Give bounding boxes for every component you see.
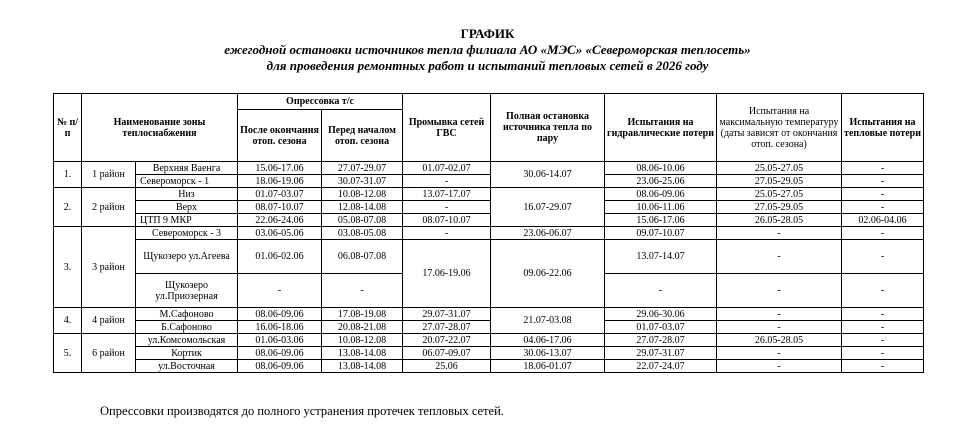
hydraulic-dates: 08.06-10.06: [605, 162, 717, 175]
flush-dates: -: [403, 227, 491, 240]
pressure-before: 03.08-05.08: [322, 227, 403, 240]
pressure-after: 08.06-09.06: [238, 347, 322, 360]
maxtemp-dates: -: [717, 347, 842, 360]
thermal-dates: -: [842, 274, 924, 308]
hydraulic-dates: 09.07-10.07: [605, 227, 717, 240]
pressure-after: 08.07-10.07: [238, 201, 322, 214]
hydraulic-dates: 29.06-30.06: [605, 308, 717, 321]
flush-dates: -: [403, 201, 491, 214]
pressure-before: 27.07-29.07: [322, 162, 403, 175]
zone-name: ул.Комсомольская: [136, 334, 238, 347]
header-after-season: После окончания отоп. сезона: [238, 110, 322, 162]
schedule-table: [53, 93, 924, 373]
row-num: 5.: [54, 334, 82, 373]
header-maxtemp: Испытания на максимальную температуру (даты зависят от окончания отоп. сезона): [717, 94, 842, 162]
thermal-dates: -: [842, 240, 924, 274]
flush-dates: 08.07-10.07: [403, 214, 491, 227]
header-hydraulic: Испытания на гидравлические потери: [605, 94, 717, 162]
table-row: [54, 360, 924, 373]
pressure-before: 06.08-07.08: [322, 240, 403, 274]
table-row: [54, 321, 924, 334]
maxtemp-dates: 25.05-27.05: [717, 162, 842, 175]
table-row: [54, 227, 924, 240]
thermal-dates: -: [842, 360, 924, 373]
footer-note: Опрессовки производятся до полного устранения протечек тепловых сетей.: [100, 404, 504, 418]
flush-dates: 20.07-22.07: [403, 334, 491, 347]
district-name: 1 район: [82, 162, 136, 188]
pressure-before: 12.08-14.08: [322, 201, 403, 214]
pressure-before: 13.08-14.08: [322, 360, 403, 373]
table-row: [54, 240, 924, 274]
table-row: [54, 201, 924, 214]
district-name: 4 район: [82, 308, 136, 334]
pressure-before: 20.08-21.08: [322, 321, 403, 334]
zone-name: Верх: [136, 201, 238, 214]
zone-name: Североморск - 1: [136, 175, 238, 188]
hydraulic-dates: 22.07-24.07: [605, 360, 717, 373]
pressure-after: -: [238, 274, 322, 308]
row-num: 1.: [54, 162, 82, 188]
full-stop-dates: 09.06-22.06: [491, 240, 605, 308]
table-row: [54, 308, 924, 321]
district-name: 3 район: [82, 227, 136, 308]
hydraulic-dates: 27.07-28.07: [605, 334, 717, 347]
document-title: [0, 26, 975, 74]
pressure-after: 08.06-09.06: [238, 308, 322, 321]
flush-dates: -: [403, 175, 491, 188]
maxtemp-dates: -: [717, 321, 842, 334]
flush-dates: 01.07-02.07: [403, 162, 491, 175]
district-name: 6 район: [82, 334, 136, 373]
zone-name: М.Сафоново: [136, 308, 238, 321]
full-stop-dates: 18.06-01.07: [491, 360, 605, 373]
pressure-before: 13.08-14.08: [322, 347, 403, 360]
hydraulic-dates: -: [605, 274, 717, 308]
zone-name: Щукозеро ул.Агеева: [136, 240, 238, 274]
pressure-after: 03.06-05.06: [238, 227, 322, 240]
full-stop-dates: 16.07-29.07: [491, 188, 605, 227]
zone-name: Североморск - 3: [136, 227, 238, 240]
hydraulic-dates: 08.06-09.06: [605, 188, 717, 201]
flush-dates: 25.06: [403, 360, 491, 373]
row-num: 4.: [54, 308, 82, 334]
pressure-after: 01.06-02.06: [238, 240, 322, 274]
pressure-after: 15.06-17.06: [238, 162, 322, 175]
pressure-after: 18.06-19.06: [238, 175, 322, 188]
maxtemp-dates: -: [717, 360, 842, 373]
full-stop-dates: 21.07-03.08: [491, 308, 605, 334]
table-row: [54, 175, 924, 188]
full-stop-dates: 04.06-17.06: [491, 334, 605, 347]
flush-dates: 29.07-31.07: [403, 308, 491, 321]
thermal-dates: -: [842, 227, 924, 240]
pressure-after: 01.06-03.06: [238, 334, 322, 347]
hydraulic-dates: 13.07-14.07: [605, 240, 717, 274]
full-stop-dates: 23.06-06.07: [491, 227, 605, 240]
pressure-before: 10.08-12.08: [322, 188, 403, 201]
flush-dates: 27.07-28.07: [403, 321, 491, 334]
header-thermal: Испытания на тепловые потери: [842, 94, 924, 162]
zone-name: ЦТП 9 МКР: [136, 214, 238, 227]
table-row: [54, 214, 924, 227]
flush-dates: 17.06-19.06: [403, 240, 491, 308]
hydraulic-dates: 29.07-31.07: [605, 347, 717, 360]
zone-name: ул.Восточная: [136, 360, 238, 373]
maxtemp-dates: -: [717, 227, 842, 240]
pressure-after: 22.06-24.06: [238, 214, 322, 227]
hydraulic-dates: 23.06-25.06: [605, 175, 717, 188]
pressure-before: 30.07-31.07: [322, 175, 403, 188]
title-line-1: ГРАФИК: [460, 26, 515, 41]
pressure-before: 17.08-19.08: [322, 308, 403, 321]
hydraulic-dates: 01.07-03.07: [605, 321, 717, 334]
thermal-dates: -: [842, 175, 924, 188]
thermal-dates: -: [842, 321, 924, 334]
table-row: [54, 334, 924, 347]
header-full-stop: Полная остановка источника тепла по пару: [491, 94, 605, 162]
full-stop-dates: 30.06-13.07: [491, 347, 605, 360]
district-name: 2 район: [82, 188, 136, 227]
maxtemp-dates: 25.05-27.05: [717, 188, 842, 201]
maxtemp-dates: -: [717, 240, 842, 274]
pressure-before: 10.08-12.08: [322, 334, 403, 347]
header-flush: Промывка сетей ГВС: [403, 94, 491, 162]
full-stop-dates: 30.06-14.07: [491, 162, 605, 188]
maxtemp-dates: 27.05-29.05: [717, 175, 842, 188]
zone-name: Низ: [136, 188, 238, 201]
flush-dates: 06.07-09.07: [403, 347, 491, 360]
thermal-dates: -: [842, 347, 924, 360]
pressure-before: -: [322, 274, 403, 308]
maxtemp-dates: -: [717, 308, 842, 321]
header-before-season: Перед началом отоп. сезона: [322, 110, 403, 162]
header-num: № п/п: [54, 94, 82, 162]
thermal-dates: -: [842, 162, 924, 175]
table-row: [54, 188, 924, 201]
maxtemp-dates: 27.05-29.05: [717, 201, 842, 214]
hydraulic-dates: 15.06-17.06: [605, 214, 717, 227]
zone-name: Кортик: [136, 347, 238, 360]
header-pressure: Опрессовка т/с: [238, 94, 403, 110]
flush-dates: 13.07-17.07: [403, 188, 491, 201]
row-num: 3.: [54, 227, 82, 308]
row-num: 2.: [54, 188, 82, 227]
zone-name: Б.Сафоново: [136, 321, 238, 334]
thermal-dates: -: [842, 334, 924, 347]
zone-name: Щукозеро ул.Приозерная: [136, 274, 238, 308]
thermal-dates: -: [842, 201, 924, 214]
title-line-2: ежегодной остановки источников тепла филиала АО «МЭС» «Североморская теплосеть»: [224, 42, 751, 57]
header-zone: Наименование зоны теплоснабжения: [82, 94, 238, 162]
thermal-dates: -: [842, 308, 924, 321]
pressure-before: 05.08-07.08: [322, 214, 403, 227]
maxtemp-dates: -: [717, 274, 842, 308]
title-line-3: для проведения ремонтных работ и испытаний тепловых сетей в 2026 году: [266, 58, 709, 73]
maxtemp-dates: 26.05-28.05: [717, 334, 842, 347]
zone-name: Верхняя Ваенга: [136, 162, 238, 175]
table-row: [54, 347, 924, 360]
pressure-after: 01.07-03.07: [238, 188, 322, 201]
maxtemp-dates: 26.05-28.05: [717, 214, 842, 227]
pressure-after: 08.06-09.06: [238, 360, 322, 373]
hydraulic-dates: 10.06-11.06: [605, 201, 717, 214]
pressure-after: 16.06-18.06: [238, 321, 322, 334]
thermal-dates: -: [842, 188, 924, 201]
thermal-dates: 02.06-04.06: [842, 214, 924, 227]
table-row: [54, 162, 924, 175]
